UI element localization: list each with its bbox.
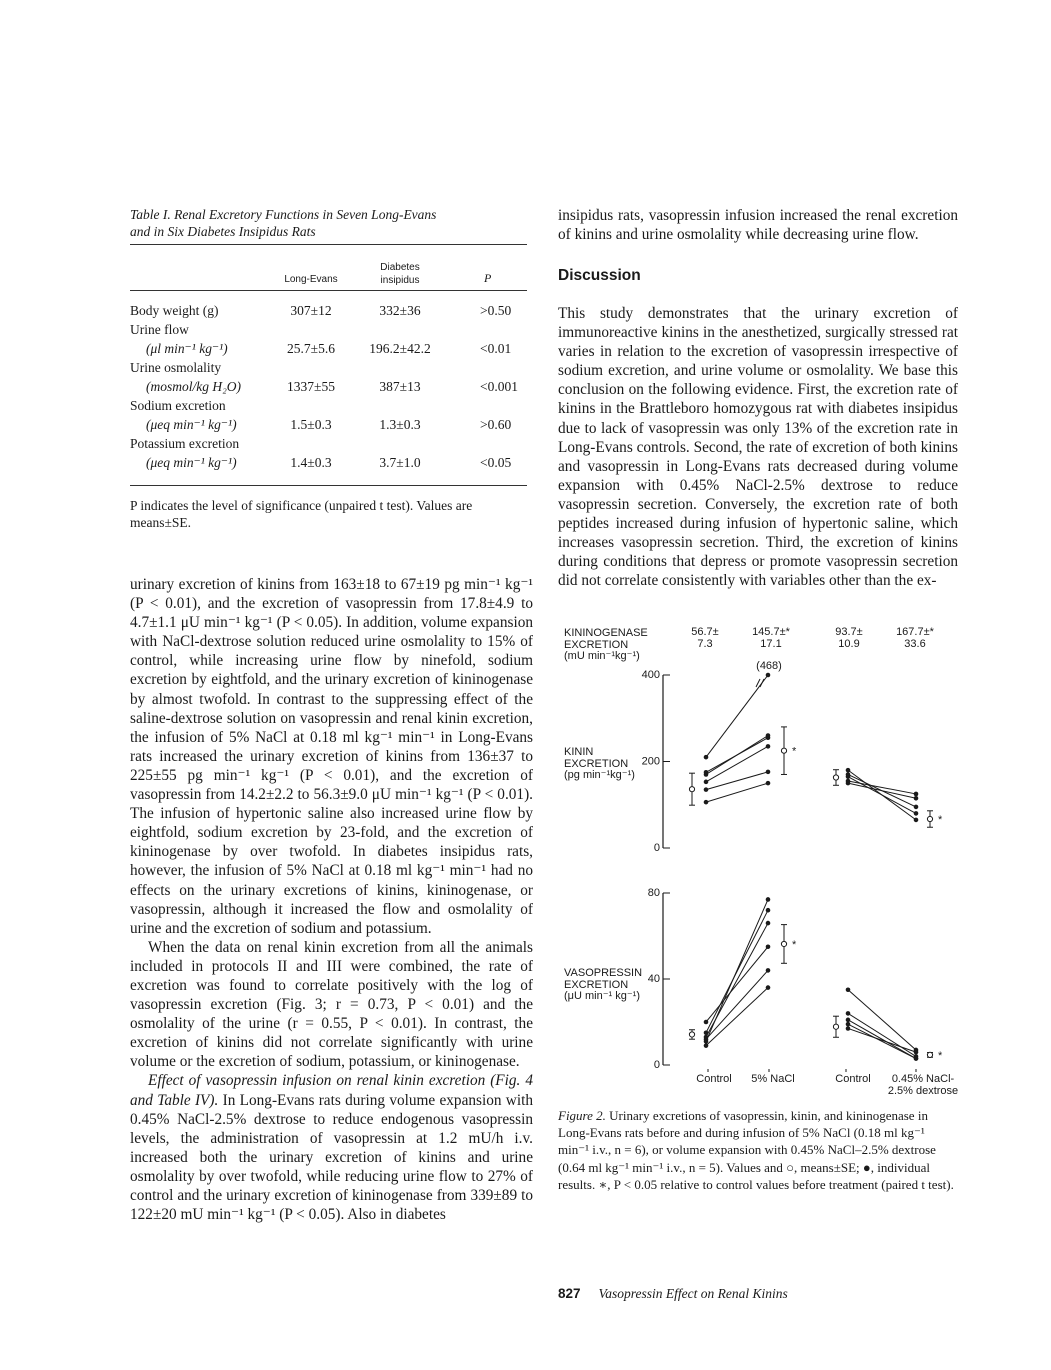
x-label-5pct-nacl: 5% NaCl [751,1073,795,1085]
x-label-045pct-nacl: 0.45% NaCl- [891,1073,955,1085]
kinin-individual-point [766,770,771,775]
vasopressin-mean-point [833,1024,838,1029]
cell-diabetes-insipidus: 1.3±0.3 [379,417,421,432]
kinin-individual-point [766,744,771,749]
left-column-body [130,575,533,1224]
cell-diabetes-insipidus: 196.2±42.2 [369,341,431,356]
kinin-mean-point [927,816,932,821]
cell-p: >0.60 [480,417,512,432]
kinin-individual-point [846,774,851,779]
vasopressin-axis-label: VASOPRESSIN EXCRETION (μU min⁻¹ kg⁻¹) [564,967,643,1002]
kinin-individual-point [914,811,919,816]
vasopressin-individual-point [704,1043,709,1048]
table-header-rule [130,290,527,291]
kinin-off-scale-value-label: (468) [756,660,782,672]
kinin-individual-point [704,770,709,775]
kinin-y-tick-label: 400 [641,669,660,681]
paragraph: When the data on renal kinin excretion from all the animals included in protocols II and III were combined, the rate of excretion was found to correlate positively with the log of vasopressin excretion (Fig. 3; r = 0.73, P < 0.01) and the osmolality of the urine (r = 0.55, P < 0.01). In contrast, the excretion of kinins did not correlate significantly with urine volume or the excretion of sodium, potassium, or kininogenase. [130,938,533,1071]
table-bottom-rule [130,485,527,486]
kinin-individual-point [766,735,771,740]
kinin-mean-point [781,748,786,753]
row-label: Potassium excretion [130,436,240,451]
kinin-mean-point [689,787,694,792]
vasopressin-individual-point [914,1056,919,1061]
row-label: Sodium excretion [130,398,226,413]
kininogenase-value: 93.7± 10.9 [835,626,863,650]
kinin-axis-label: KININ EXCRETION (pg min⁻¹kg⁻¹) [564,746,635,781]
kinin-individual-point [914,818,919,823]
cell-p: <0.01 [480,341,512,356]
cell-long-evans: 1337±55 [287,379,335,394]
kinin-individual-line [848,781,916,794]
row-label: Urine flow [130,322,189,337]
kinin-individual-point [914,792,919,797]
right-column-top-paragraph: insipidus rats, vasopressin infusion increased the renal excretion of kinins and urine osmolality while decreasing urine flow. [558,207,958,244]
kinin-individual-point [704,755,709,760]
vasopressin-individual-point [704,1020,709,1025]
vasopressin-individual-point [766,921,771,926]
vasopressin-individual-point [766,985,771,990]
kininogenase-value: 145.7±* 17.1 [752,626,790,650]
vasopressin-individual-point [704,1030,709,1035]
x-label-control: Control [696,1073,732,1085]
kinin-y-tick-label: 200 [641,755,660,768]
kinin-mean-point [833,775,838,780]
discussion-paragraph: This study demonstrates that the urinary excretion of immunoreactive kinins in the anesthetized, surgically stressed rat varies in relation to the excretion of vasopressin irrespective of sodium excretion, and urine volume or osmolality. We base this conclusion on the following evidence. First, the excretion rate of kinins in the Brattleboro homozygous rat with diabetes insipidus due to lack of vasopressin was only 13% of the excretion rate in Long-Evans controls. Second, the rate of excretion of both kinins and vasopressin in Long-Evans rats decreased during volume expansion with 0.45% NaCl-2.5% dextrose to reduce vasopressin secretion. Conversely, the excretion rate of both peptides increased during infusion of hypertonic saline, which increases vasopressin secretion. Third, the excretion of kinins during conditions that depress or promote vasopressin secretion did not correlate consistently with variables other than the ex- [558,305,958,590]
kinin-y-tick-label: 0 [653,842,660,854]
kininogenase-label: KININOGENASE EXCRETION (mU min⁻¹kg⁻¹) [564,627,648,662]
vasopressin-mean-point [781,941,786,946]
vasopressin-individual-line [706,988,768,1046]
row-unit: (μl min⁻¹ kg⁻¹) [146,341,228,356]
figure-caption [558,1107,958,1193]
cell-diabetes-insipidus: 332±36 [379,303,421,318]
kinin-individual-line [848,783,916,798]
cell-long-evans: 1.5±0.3 [290,417,332,432]
vasopressin-y-tick-label: 40 [647,973,660,985]
table-header-long-evans: Long-Evans [284,274,338,285]
vasopressin-individual-point [766,908,771,913]
vasopressin-significance-star: * [938,1049,943,1062]
kinin-individual-point [704,780,709,785]
cell-diabetes-insipidus: 3.7±1.0 [379,455,421,470]
vasopressin-significance-star: * [792,938,797,951]
vasopressin-individual-point [846,1026,851,1031]
kinin-individual-line [848,777,916,814]
vasopressin-individual-line [848,1020,916,1059]
section-heading-discussion: Discussion [558,267,641,284]
vasopressin-individual-point [766,944,771,949]
vasopressin-individual-point [846,987,851,992]
kininogenase-value: 56.7± 7.3 [691,626,719,650]
vasopressin-individual-point [766,897,771,902]
kinin-individual-line [706,746,768,781]
cell-long-evans: 307±12 [290,303,332,318]
page-footer [558,1286,788,1302]
figure-plot [558,610,968,1110]
page-number: 827 [558,1286,581,1301]
table-header-p: P [484,271,492,285]
vasopressin-individual-point [846,1022,851,1027]
paragraph: urinary excretion of kinins from 163±18 to 67±19 pg min⁻¹ kg⁻¹ (P < 0.01), and the excretion of vasopressin from 17.8±4.9 to 4.7±1.1 μU min⁻¹ kg⁻¹ (P < 0.05). In addition, volume expansion with NaCl-dextrose solution reduced urine osmolality to 15% of control, while increasing urine flow by ninefold, sodium excretion by eightfold, and the urinary excretion of kininogenase by almost twofold. In contrast to the suppressing effect of the saline-dextrose solution on vasopressin and renal kinin excretion, the infusion of 5% NaCl at 0.18 ml kg⁻¹ min⁻¹ in Long-Evans rats increased the urinary excretion of kinins from 136±37 to 225±55 pg min⁻¹ kg⁻¹ (P < 0.01), and the excretion of vasopressin from 14.2±2.2 to 56.3±9.0 μU min⁻¹ kg⁻¹ (P < 0.01). The infusion of hypertonic saline also increased urine flow by eightfold, sodium excretion by 23-fold, and the excretion of kininogenase by over twofold. In diabetes insipidus rats, however, the infusion of 5% NaCl at 0.18 ml kg⁻¹ min⁻¹ had no effects on the urinary excretions of kinins, kininogenase, or vasopressin, although it increased the flow and osmolality of urine and the excretion of sodium and potassium. [130,576,533,937]
kinin-significance-star: * [938,814,943,827]
x-label-control: Control [835,1073,871,1085]
table-caption: Table I. Renal Excretory Functions in Seven Long-Evans and in Six Diabetes Insipidus Rats [130,207,437,239]
kininogenase-value: 167.7±* 33.6 [896,626,934,650]
row-unit: (μeq min⁻¹ kg⁻¹) [146,455,237,470]
vasopressin-individual-point [846,1018,851,1023]
kinin-individual-point [914,796,919,801]
vasopressin-individual-point [766,968,771,973]
cell-p: <0.001 [480,379,518,394]
vasopressin-mean-point [689,1032,694,1037]
kinin-axis-break-mark [760,679,764,687]
vasopressin-y-tick-label: 80 [647,887,660,899]
kinin-individual-line [706,783,768,802]
kinin-individual-line [706,675,768,757]
table-footnote: P indicates the level of significance (unpaired t test). Values are means±SE. [130,498,473,530]
vasopressin-individual-point [704,1037,709,1042]
cell-long-evans: 25.7±5.6 [287,341,335,356]
figure-caption-text: Urinary excretions of vasopressin, kinin, and kininogenase in Long-Evans rats before and during infusion of 5% NaCl (0.18 ml kg⁻¹ min⁻¹ i.v., n = 6), or volume expansion with 0.45% NaCl–2.5% dextrose (0.64 ml kg⁻¹ min⁻¹ i.v., n = 5). Values and ○, means±SE; ●, individual results. ∗, P < 0.05 relative to control values before treatment (paired t test). [558,1108,954,1192]
kinin-individual-point [704,787,709,792]
vasopressin-individual-point [846,1011,851,1016]
paragraph-text: In Long-Evans rats during volume expansion with 0.45% NaCl-2.5% dextrose to reduce endogenous vasopressin levels, the administration of vasopressin at 1.2 mU/h i.v. increased both the urinary excretion of kinins and urine osmolality by over twofold, while reducing urine flow to 27% of control and the urinary excretion of kininogenase from 339±89 to 122±20 mU min⁻¹ kg⁻¹ (P < 0.05). Also in diabetes [130,1091,534,1224]
kinin-significance-star: * [792,745,797,758]
kinin-individual-point [846,781,851,786]
table-top-rule [130,244,527,245]
row-unit: (μeq min⁻¹ kg⁻¹) [146,417,237,432]
row-label: Body weight (g) [130,303,219,318]
running-title: Vasopressin Effect on Renal Kinins [598,1286,788,1301]
paragraph [130,1071,533,1224]
figure-caption-title: Figure 2. [558,1108,606,1123]
kinin-individual-point [766,673,771,678]
cell-diabetes-insipidus: 387±13 [379,379,421,394]
kinin-individual-point [914,805,919,810]
vasopressin-individual-point [914,1050,919,1055]
cell-long-evans: 1.4±0.3 [290,455,332,470]
x-label-dextrose: 2.5% dextrose [887,1085,959,1097]
vasopressin-mean-point [927,1052,932,1057]
row-unit: (mosmol/kg H₂O) [146,379,242,394]
table-header-diabetes-insipidus: Diabetes insipidus [380,262,420,286]
kinin-individual-line [706,738,768,773]
vasopressin-individual-line [706,947,768,1022]
figure-2 [558,610,968,1110]
vasopressin-individual-line [706,910,768,1033]
kinin-individual-point [704,800,709,805]
kinin-individual-point [846,768,851,773]
cell-p: <0.05 [480,455,512,470]
cell-p: >0.50 [480,303,512,318]
paragraph-run-in-heading: Effect of vasopressin infusion on renal kinin excretion (Fig. 4 and Table IV). [130,1072,533,1109]
kinin-individual-point [766,781,771,786]
row-label: Urine osmolality [130,360,222,375]
kinin-individual-line [706,772,768,790]
vasopressin-y-tick-label: 0 [653,1059,660,1071]
